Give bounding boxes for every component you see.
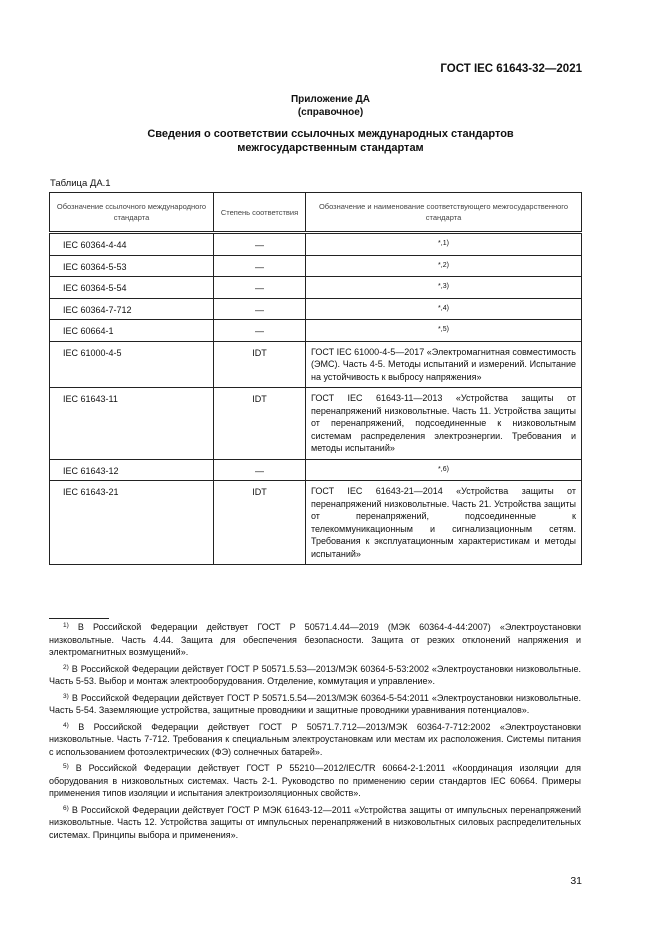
footnote-mark: 2) [63,663,69,671]
cell-degree: — [214,277,306,299]
footnote [49,761,581,800]
cell-name: *,2) [306,255,582,277]
table-row [50,320,582,342]
cell-degree: — [214,233,306,256]
appendix-note: (справочное) [297,107,364,118]
table-row [50,481,582,565]
footnote-text: В Российской Федерации действует ГОСТ Р 50571.4.44—2019 (МЭК 60364-4-44:2007) «Электроустановки низковольтные. Часть 4.44. Защита для обеспечения безопасности. Защита от резких отклонений напряжения и электромагнитных возмущений». [49,622,581,657]
header-intl-standard: Обозначение ссылочного международного стандарта [50,193,214,233]
cell-degree: — [214,298,306,320]
footnote-separator [49,618,109,619]
footnotes [49,620,581,844]
cell-name: *,5) [306,320,582,342]
header-interstate-standard: Обозначение и наименование соответствующего межгосударственного стандарта [306,193,582,233]
appendix-title-line2: межгосударственным стандартам [237,142,424,154]
cell-degree: — [214,255,306,277]
table-header-row [50,193,582,233]
cell-name: ГОСТ IEC 61000-4-5—2017 «Электромагнитная совместимость (ЭМС). Часть 4-5. Методы испытаний и измерений. Испытание на устойчивость к выбросу напряжения» [306,341,582,388]
footnote-text: В Российской Федерации действует ГОСТ Р МЭК 61643-12—2011 «Устройства защиты от импульсных перенапряжений низковольтные. Часть 12. Устройства защиты от импульсных перенапряжений в низковольтных силовых распределительных системах. Принципы выбора и применения». [49,804,581,840]
footnote [49,803,581,842]
footnote-mark: 6) [63,804,69,812]
appendix-title-line1: Сведения о соответствии ссылочных международных стандартов [147,128,514,140]
document-header: ГОСТ IEC 61643-32—2021 [440,63,582,75]
footnote [49,691,581,717]
table-row [50,255,582,277]
correspondence-table [49,192,582,565]
table-row [50,388,582,460]
cell-standard: IEC 61643-12 [50,459,214,481]
table-row [50,459,582,481]
footnote-text: В Российской Федерации действует ГОСТ Р 50571.7.712—2013/МЭК 60364-7-712:2002 «Электроустановки низковольтные. Часть 7-712. Требования к специальным электроустановкам или местам их расположения. Системы питания с использованием фотоэлектрических (ФЭ) солнечных батарей». [49,721,581,757]
table-row [50,298,582,320]
cell-degree: IDT [214,481,306,565]
cell-standard: IEC 61643-21 [50,481,214,565]
table-label: Таблица ДА.1 [50,178,111,189]
footnote-text: В Российской Федерации действует ГОСТ Р 55210—2012/IEC/TR 60664-2-1:2011 «Координация изоляции для оборудования в низковольтных системах. Часть 2-1. Руководство по применению серии стандартов IEC 60664. Примеры применения типов изоляции и испытания электроизоляционных свойств». [49,763,581,798]
footnote-mark: 3) [63,692,69,700]
cell-standard: IEC 60364-4-44 [50,233,214,256]
cell-degree: — [214,459,306,481]
footnote [49,720,581,759]
appendix-title [0,127,661,155]
cell-standard: IEC 60364-5-54 [50,277,214,299]
cell-name: ГОСТ IEC 61643-11—2013 «Устройства защиты от перенапряжений низковольтные. Часть 11. Устройства защиты от перенапряжений, подсоединенные к низковольтным системам распределения электроэнергии. Требования и методы испытаний» [306,388,582,460]
table-row [50,233,582,256]
cell-name: *,3) [306,277,582,299]
footnote [49,620,581,659]
footnote-mark: 1) [63,622,69,629]
cell-name: *,6) [306,459,582,481]
cell-name: *,1) [306,233,582,256]
table-row [50,341,582,388]
cell-degree: IDT [214,388,306,460]
cell-standard: IEC 60364-7-712 [50,298,214,320]
cell-degree: — [214,320,306,342]
footnote-mark: 5) [63,763,69,770]
footnote-text: В Российской Федерации действует ГОСТ Р 50571.5.53—2013/МЭК 60364-5-53:2002 «Электроустановки низковольтные. Часть 5-53. Выбор и монтаж электрооборудования. Отделение, коммутация и управление». [49,663,581,686]
cell-standard: IEC 60664-1 [50,320,214,342]
cell-degree: IDT [214,341,306,388]
cell-standard: IEC 60364-5-53 [50,255,214,277]
page-number: 31 [570,875,582,887]
table-row [50,277,582,299]
footnote-text: В Российской Федерации действует ГОСТ Р 50571.5.54—2013/МЭК 60364-5-54:2011 «Электроустановки низковольтные. Часть 5-54. Заземляющие устройства, защитные проводники и защитные проводники уравнивания потенциалов». [49,692,581,715]
cell-name: ГОСТ IEC 61643-21—2014 «Устройства защиты от перенапряжений низковольтные. Часть 21. Устройства защиты от перенапряжений, подсоединенные к телекоммуникационным и сигнализационным сетям. Требования к эксплуатационным характеристикам и методы испытаний» [306,481,582,565]
appendix-name: Приложение ДА [290,94,371,105]
cell-standard: IEC 61643-11 [50,388,214,460]
footnote [49,662,581,688]
cell-name: *,4) [306,298,582,320]
footnote-mark: 4) [63,721,69,729]
cell-standard: IEC 61000-4-5 [50,341,214,388]
header-degree: Степень соответствия [214,193,306,233]
